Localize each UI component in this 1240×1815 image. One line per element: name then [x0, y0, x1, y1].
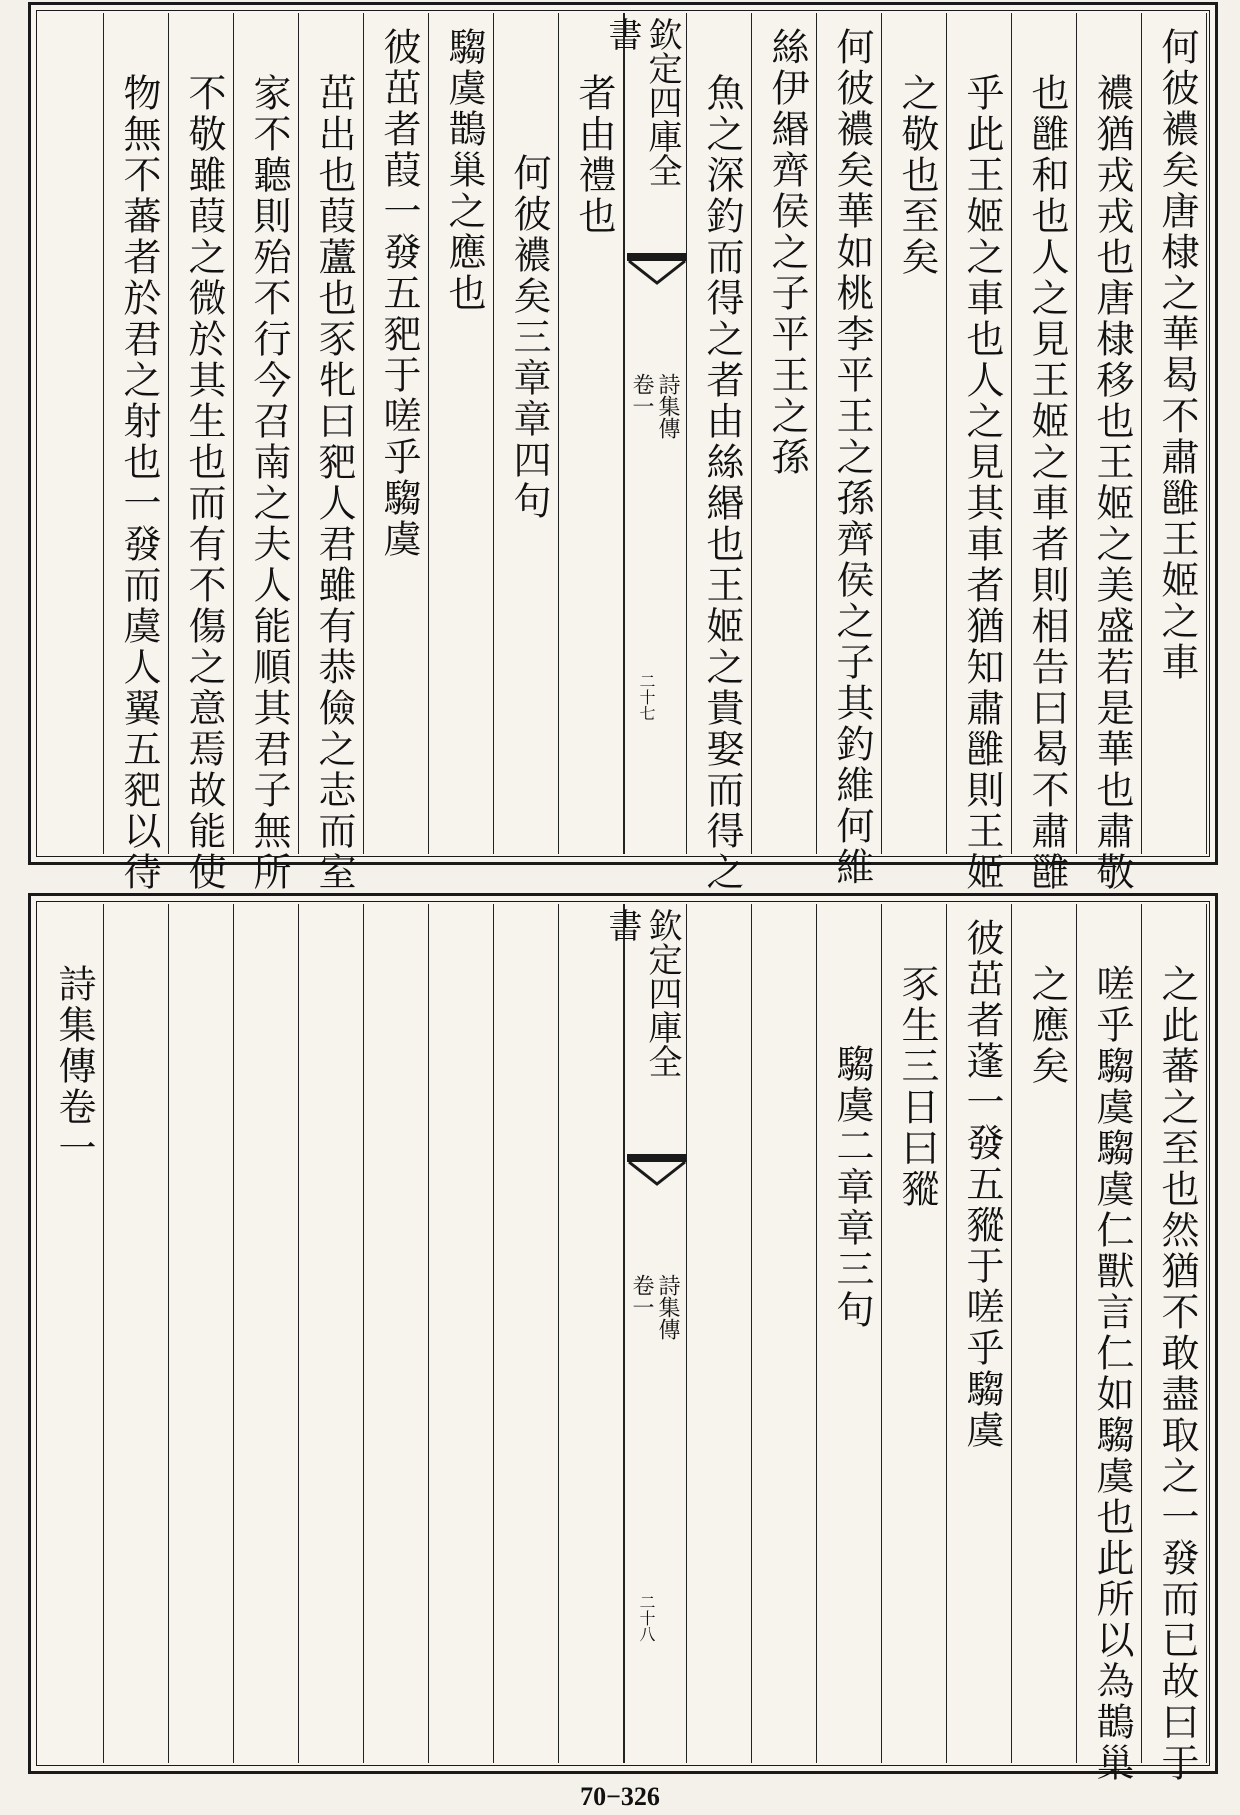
column [817, 13, 882, 888]
column [1077, 904, 1142, 1784]
column [169, 904, 234, 1763]
column [1077, 13, 1142, 893]
fish-tail-ornament [627, 1154, 687, 1196]
column [494, 13, 559, 854]
column [817, 904, 882, 1763]
column-text: 襛猶戎戎也唐棣移也王姬之美盛若是華也肅敬 [1090, 73, 1134, 893]
column [364, 13, 429, 854]
column-text: 彼茁者葭一發五豝于嗟乎騶虞 [377, 27, 421, 560]
column-empty [39, 13, 104, 854]
column-text: 之敬也至矣 [895, 73, 939, 278]
page-footer-number: 70−326 [580, 1782, 660, 1811]
center-band [602, 13, 687, 854]
column [429, 904, 494, 1763]
column [1012, 904, 1077, 1763]
column-text: 何彼襛矣三章章四句 [507, 153, 551, 522]
column [752, 904, 817, 1763]
column [559, 13, 624, 854]
column [104, 904, 169, 1763]
column-text: 騶虞鵲巢之應也 [442, 27, 486, 314]
volume-end-text: 詩集傳卷一 [52, 964, 96, 1169]
fish-tail-ornament [627, 253, 687, 295]
column-text: 嗟乎騶虞騶虞仁獸言仁如騶虞也此所以為鵲巢 [1090, 964, 1134, 1784]
column [299, 13, 364, 893]
column [687, 904, 752, 1763]
column [494, 904, 559, 1763]
column [234, 13, 299, 893]
column-text: 家不聽則殆不行今召南之夫人能順其君子無所 [247, 73, 291, 893]
column [687, 13, 752, 893]
bottom-columns [39, 904, 1207, 1784]
top-columns [39, 13, 1207, 893]
column [429, 13, 494, 854]
column-text: 茁出也葭蘆也豕牝曰豝人君雖有恭儉之志而室 [312, 73, 356, 893]
column [169, 13, 234, 893]
column-text: 之此蕃之至也然猶不敢盡取之一發而已故曰于 [1155, 964, 1199, 1784]
page-number: 二十八 [637, 1594, 656, 1642]
column-text: 之應矣 [1025, 964, 1069, 1087]
column [104, 13, 169, 893]
center-band [602, 904, 687, 1763]
column-text: 不敬雖葭之微於其生也而有不傷之意焉故能使 [182, 73, 226, 893]
book-title: 欽定四庫全書 [602, 17, 682, 187]
volume-number: 卷一 [629, 1274, 654, 1318]
column-text: 豕生三日曰豵 [895, 964, 939, 1210]
column [1012, 13, 1077, 893]
book-title: 欽定四庫全書 [602, 908, 682, 1078]
column-text: 何彼襛矣華如桃李平王之孫齊侯之子其釣維何維 [830, 27, 874, 888]
column-text: 物無不蕃者於君之射也一發而虞人翼五豝以待 [117, 73, 161, 893]
column [364, 904, 429, 1763]
page-number: 二十七 [637, 673, 656, 721]
column-text: 者由禮也 [572, 73, 616, 237]
column-text: 彼茁者蓬一發五豵于嗟乎騶虞 [960, 918, 1004, 1451]
column [559, 904, 624, 1763]
column [39, 904, 104, 1763]
column-text: 絲伊緡齊侯之子平王之孫 [765, 27, 809, 478]
volume-number: 卷一 [629, 373, 654, 417]
column [882, 13, 947, 854]
column [882, 904, 947, 1763]
column-text: 魚之深釣而得之者由絲緡也王姬之貴娶而得之 [700, 73, 744, 893]
bottom-page [28, 893, 1218, 1784]
column [1142, 13, 1207, 854]
column [752, 13, 817, 854]
top-page [28, 2, 1218, 893]
column-text: 也雝和也人之見王姬之車者則相告曰曷不肅雝 [1025, 73, 1069, 893]
column-text: 何彼襛矣唐棣之華曷不肅雝王姬之車 [1155, 27, 1199, 683]
column [1142, 904, 1207, 1784]
column [234, 904, 299, 1763]
column [947, 904, 1012, 1763]
column [299, 904, 364, 1763]
column [947, 13, 1012, 893]
column-text: 乎此王姬之車也人之見其車者猶知肅雝則王姬 [960, 73, 1004, 893]
volume-name: 詩集傳 [655, 373, 680, 439]
volume-name: 詩集傳 [655, 1274, 680, 1340]
column-text: 騶虞二章章三句 [830, 1044, 874, 1331]
